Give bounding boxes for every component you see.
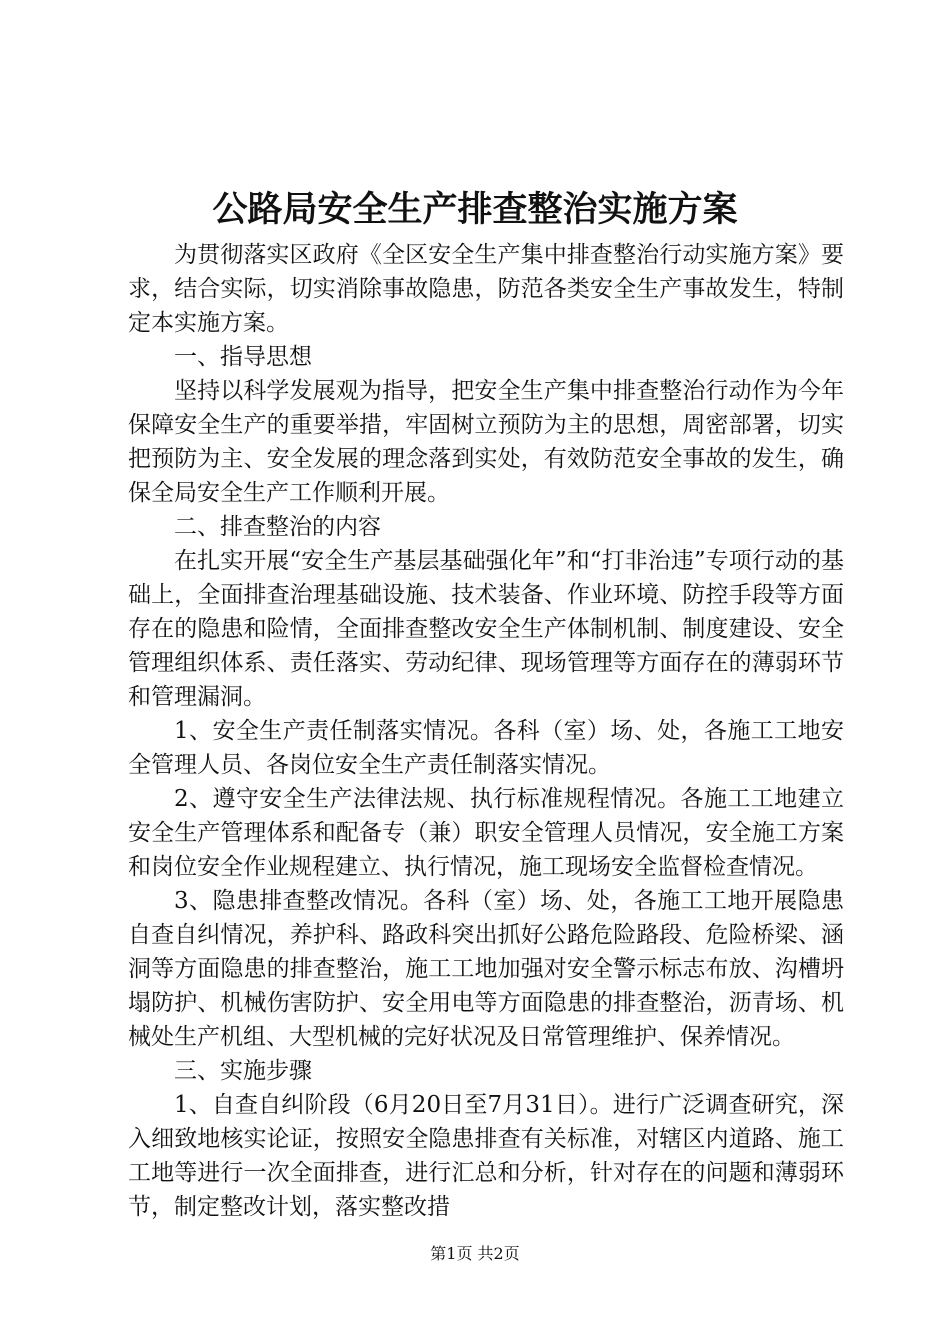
paragraph-item-2: 2、遵守安全生产法律法规、执行标准规程情况。各施工工地建立安全生产管理体系和配备专（兼）职安全管理人员情况，安全施工方案和岗位安全作业规程建立、执行情况，施工现场安全监督检查情况。 bbox=[128, 786, 844, 880]
paragraph-inspection-content: 在扎实开展“安全生产基层基础强化年”和“打非治违”专项行动的基础上，全面排查治理基础设施、技术装备、作业环境、防控手段等方面存在的隐患和险情，全面排查整改安全生产体制机制、制度建设、安全管理组织体系、责任落实、劳动纪律、现场管理等方面存在的薄弱环节和管理漏洞。 bbox=[128, 548, 844, 710]
document-body bbox=[128, 238, 844, 1224]
paragraph-item-1: 1、安全生产责任制落实情况。各科（室）场、处，各施工工地安全管理人员、各岗位安全生产责任制落实情况。 bbox=[128, 718, 844, 778]
paragraph-step-1: 1、自查自纠阶段（6月20日至7月31日）。进行广泛调查研究，深入细致地核实论证，按照安全隐患排查有关标准，对辖区内道路、施工工地等进行一次全面排查，进行汇总和分析，针对存在的问题和薄弱环节，制定整改计划，落实整改措 bbox=[128, 1092, 844, 1220]
paragraph-guiding-ideology: 坚持以科学发展观为指导，把安全生产集中排查整治行动作为今年保障安全生产的重要举措，牢固树立预防为主的思想，周密部署，切实把预防为主、安全发展的理念落到实处，有效防范安全事故的发生，确保全局安全生产工作顺利开展。 bbox=[128, 378, 844, 506]
section-heading-guiding-ideology: 一、指导思想 bbox=[174, 344, 312, 370]
document-title: 公路局安全生产排查整治实施方案 bbox=[212, 189, 738, 230]
section-heading-implementation-steps: 三、实施步骤 bbox=[174, 1058, 312, 1084]
paragraph-item-3: 3、隐患排查整改情况。各科（室）场、处，各施工工地开展隐患自查自纠情况，养护科、路政科突出抓好公路危险路段、危险桥梁、涵洞等方面隐患的排查整治，施工工地加强对安全警示标志布放、沟槽坍塌防护、机械伤害防护、安全用电等方面隐患的排查整治，沥青场、机械处生产机组、大型机械的完好状况及日常管理维护、保养情况。 bbox=[128, 888, 844, 1050]
paragraph-intro: 为贯彻落实区政府《全区安全生产集中排查整治行动实施方案》要求，结合实际，切实消除事故隐患，防范各类安全生产事故发生，特制定本实施方案。 bbox=[128, 242, 844, 336]
page-footer: 第1页 共2页 bbox=[430, 1244, 520, 1263]
section-heading-inspection-content: 二、排查整治的内容 bbox=[174, 514, 381, 540]
